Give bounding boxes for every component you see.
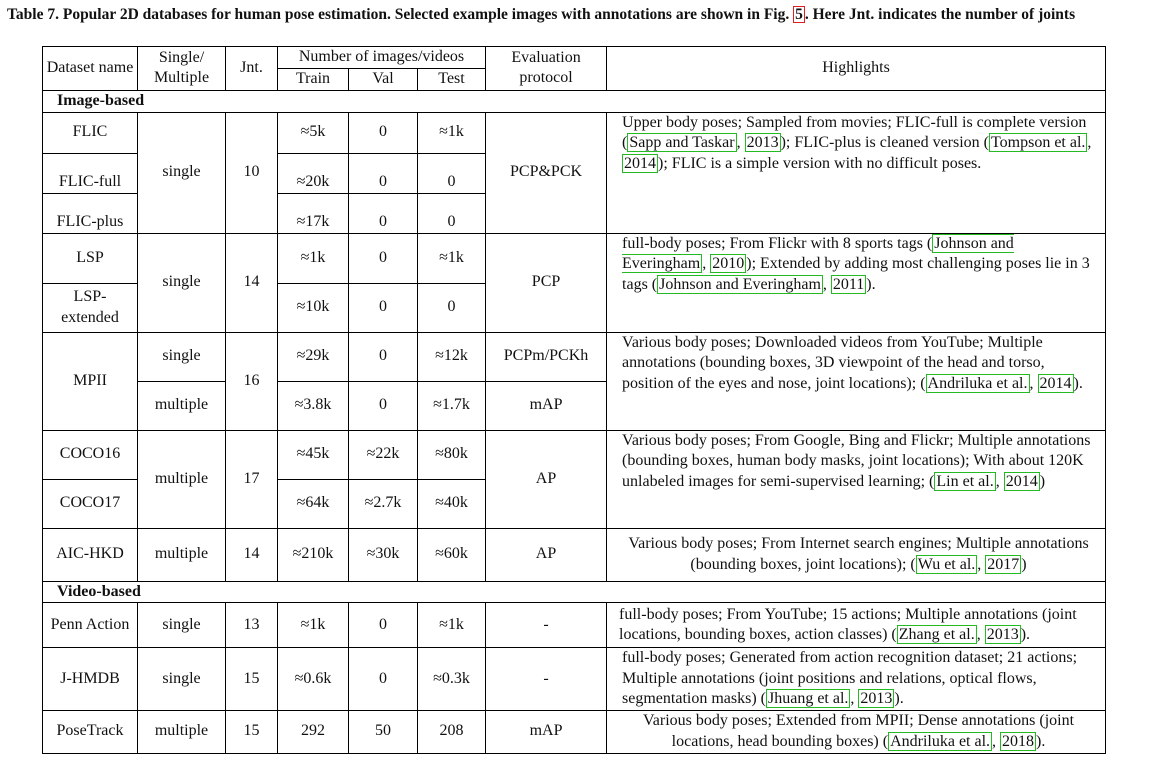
single-multiple: multiple bbox=[138, 528, 226, 581]
header-dataset-name: Dataset name bbox=[43, 47, 138, 91]
dataset-name: FLIC-full bbox=[43, 153, 138, 193]
val-count: 0 bbox=[349, 233, 418, 283]
train-count: ≈10k bbox=[278, 283, 349, 332]
header-train: Train bbox=[278, 69, 349, 91]
header-single-multiple: Single/ Multiple bbox=[138, 47, 226, 91]
joint-count: 14 bbox=[226, 233, 278, 332]
evaluation-protocol: mAP bbox=[486, 381, 607, 430]
dataset-name: COCO17 bbox=[43, 479, 138, 528]
citation-link[interactable]: Andriluka et al. bbox=[890, 732, 991, 750]
val-count: 0 bbox=[349, 603, 418, 648]
single-multiple: single bbox=[138, 112, 226, 233]
header-joints: Jnt. bbox=[226, 47, 278, 91]
highlights-text: full-body poses; Generated from action recognition dataset; 21 actions; Multiple annotations (joint positions and relations, optical flows, segmentation masks) ( Jhuang et al. , 2013 ). bbox=[607, 648, 1106, 711]
citation-year-link[interactable]: 2013 bbox=[746, 134, 779, 151]
dataset-name: COCO16 bbox=[43, 430, 138, 479]
highlights-text: Various body poses; From Internet search engines; Multiple annotations (bounding boxes, joint locations); ( Wu et al. , 2017 ) bbox=[607, 528, 1106, 581]
train-count: ≈29k bbox=[278, 332, 349, 381]
single-multiple: single bbox=[138, 332, 226, 381]
evaluation-protocol: AP bbox=[486, 430, 607, 528]
table-row bbox=[43, 112, 1106, 153]
single-multiple: multiple bbox=[138, 710, 226, 753]
dataset-name: PoseTrack bbox=[43, 710, 138, 753]
test-count: ≈1k bbox=[418, 112, 486, 153]
joint-count: 17 bbox=[226, 430, 278, 528]
header-test: Test bbox=[418, 69, 486, 91]
val-count: ≈2.7k bbox=[349, 479, 418, 528]
train-count: ≈3.8k bbox=[278, 381, 349, 430]
test-count: ≈60k bbox=[418, 528, 486, 581]
citation-year-link[interactable]: 2011 bbox=[832, 275, 865, 293]
citation-link[interactable]: Johnson and Everingham bbox=[659, 275, 821, 293]
citation-year-link[interactable]: 2018 bbox=[1002, 732, 1035, 750]
citation-year-link[interactable]: 2014 bbox=[1005, 472, 1038, 490]
train-count: ≈45k bbox=[278, 430, 349, 479]
train-count: ≈1k bbox=[278, 233, 349, 283]
header-val: Val bbox=[349, 69, 418, 91]
val-count: 0 bbox=[349, 153, 418, 193]
citation-link[interactable]: Johnson and Everingham bbox=[622, 234, 1014, 272]
test-count: ≈12k bbox=[418, 332, 486, 381]
highlights-text: full-body poses; From YouTube; 15 actions; Multiple annotations (joint locations, bounding boxes, action classes) ( Zhang et al. , 2013 ). bbox=[607, 603, 1106, 648]
test-count: ≈40k bbox=[418, 479, 486, 528]
evaluation-protocol: PCPm/PCKh bbox=[486, 332, 607, 381]
single-multiple: single bbox=[138, 603, 226, 648]
highlights-text: Various body poses; From Google, Bing and Flickr; Multiple annotations (bounding boxes, human body masks, joint locations); With about 120K unlabeled images for semi-supervised learning; ( Lin et al. , 2014 ) bbox=[607, 430, 1106, 528]
train-count: ≈64k bbox=[278, 479, 349, 528]
val-count: 0 bbox=[349, 112, 418, 153]
joint-count: 10 bbox=[226, 112, 278, 233]
test-count: ≈80k bbox=[418, 430, 486, 479]
citation-year-link[interactable]: 2014 bbox=[624, 154, 657, 172]
caption-text-end: . Here Jnt. indicates the number of joints bbox=[804, 6, 1076, 23]
section-image-based: Image-based bbox=[43, 90, 1106, 112]
test-count: 0 bbox=[418, 283, 486, 332]
train-count: ≈0.6k bbox=[278, 648, 349, 711]
test-count: ≈1k bbox=[418, 603, 486, 648]
table-row bbox=[43, 528, 1106, 581]
evaluation-protocol: - bbox=[486, 648, 607, 711]
dataset-name: AIC-HKD bbox=[43, 528, 138, 581]
dataset-name: FLIC-plus bbox=[43, 193, 138, 233]
train-count: ≈17k bbox=[278, 193, 349, 233]
table-caption bbox=[7, 5, 1147, 25]
table-row bbox=[43, 430, 1106, 479]
citation-link[interactable]: Lin et al. bbox=[936, 472, 994, 490]
pose-datasets-table bbox=[42, 46, 1106, 754]
test-count: 208 bbox=[418, 710, 486, 753]
citation-link[interactable]: Wu et al. bbox=[917, 555, 976, 573]
citation-year-link[interactable]: 2013 bbox=[860, 690, 893, 707]
section-video-based: Video-based bbox=[43, 581, 1106, 603]
table-row bbox=[43, 710, 1106, 753]
dataset-name: LSP-extended bbox=[43, 283, 138, 332]
dataset-name: Penn Action bbox=[43, 603, 138, 648]
highlights-text: Various body poses; Extended from MPII; Dense annotations (joint locations, head bounding boxes) ( Andriluka et al. , 2018 ). bbox=[607, 710, 1106, 753]
citation-link[interactable]: Tompson et al. bbox=[991, 134, 1086, 151]
val-count: 0 bbox=[349, 283, 418, 332]
highlights-text: Various body poses; Downloaded videos from YouTube; Multiple annotations (bounding boxes, 3D viewpoint of the head and torso, position of the eyes and nose, joint locations); ( Andriluka et al. , 2014 ). bbox=[607, 332, 1106, 430]
citation-link[interactable]: Jhuang et al. bbox=[768, 690, 849, 707]
figure-reference-link[interactable]: 5 bbox=[795, 6, 803, 23]
evaluation-protocol: mAP bbox=[486, 710, 607, 753]
citation-link[interactable]: Zhang et al. bbox=[898, 626, 975, 643]
joint-count: 15 bbox=[226, 648, 278, 711]
val-count: 0 bbox=[349, 193, 418, 233]
train-count: ≈5k bbox=[278, 112, 349, 153]
joint-count: 16 bbox=[226, 332, 278, 430]
table-row bbox=[43, 648, 1106, 711]
header-highlights: Highlights bbox=[607, 47, 1106, 91]
train-count: ≈210k bbox=[278, 528, 349, 581]
joint-count: 15 bbox=[226, 710, 278, 753]
val-count: ≈22k bbox=[349, 430, 418, 479]
dataset-name: FLIC bbox=[43, 112, 138, 153]
caption-text: Table 7. Popular 2D databases for human pose estimation. Selected example images with annotations are shown in Fig. bbox=[7, 6, 794, 23]
test-count: 0 bbox=[418, 153, 486, 193]
test-count: ≈1k bbox=[418, 233, 486, 283]
citation-year-link[interactable]: 2014 bbox=[1039, 374, 1072, 392]
val-count: 50 bbox=[349, 710, 418, 753]
dataset-name: MPII bbox=[43, 332, 138, 430]
val-count: 0 bbox=[349, 381, 418, 430]
single-multiple: multiple bbox=[138, 381, 226, 430]
single-multiple: single bbox=[138, 648, 226, 711]
dataset-name: LSP bbox=[43, 233, 138, 283]
highlights-text: full-body poses; From Flickr with 8 sports tags ( Johnson and Everingham , 2010 ); Extended by adding most challenging poses lie in 3 tags ( Johnson and Everingham , 2011 ). bbox=[607, 233, 1106, 332]
train-count: ≈20k bbox=[278, 153, 349, 193]
val-count: 0 bbox=[349, 332, 418, 381]
train-count: 292 bbox=[278, 710, 349, 753]
table-row bbox=[43, 603, 1106, 648]
citation-year-link[interactable]: 2017 bbox=[987, 555, 1020, 573]
evaluation-protocol: PCP&PCK bbox=[486, 112, 607, 233]
test-count: ≈0.3k bbox=[418, 648, 486, 711]
single-multiple: multiple bbox=[138, 430, 226, 528]
val-count: ≈30k bbox=[349, 528, 418, 581]
single-multiple: single bbox=[138, 233, 226, 332]
citation-year-link[interactable]: 2013 bbox=[986, 626, 1019, 643]
citation-year-link[interactable]: 2010 bbox=[712, 255, 745, 272]
joint-count: 13 bbox=[226, 603, 278, 648]
evaluation-protocol: - bbox=[486, 603, 607, 648]
val-count: 0 bbox=[349, 648, 418, 711]
train-count: ≈1k bbox=[278, 603, 349, 648]
evaluation-protocol: AP bbox=[486, 528, 607, 581]
test-count: ≈1.7k bbox=[418, 381, 486, 430]
test-count: 0 bbox=[418, 193, 486, 233]
evaluation-protocol: PCP bbox=[486, 233, 607, 332]
table-row bbox=[43, 233, 1106, 283]
header-number-of-images: Number of images/videos bbox=[278, 47, 486, 69]
table-row bbox=[43, 332, 1106, 381]
highlights-text: Upper body poses; Sampled from movies; FLIC-full is complete version ( Sapp and Taskar , 2013 ); FLIC-plus is cleaned version ( Tompson et al. , 2014 ); FLIC is a simple version with no difficult poses. bbox=[607, 112, 1106, 233]
dataset-name: J-HMDB bbox=[43, 648, 138, 711]
citation-link[interactable]: Andriluka et al. bbox=[927, 374, 1028, 392]
header-evaluation-protocol: Evaluation protocol bbox=[486, 47, 607, 91]
joint-count: 14 bbox=[226, 528, 278, 581]
citation-link[interactable]: Sapp and Taskar bbox=[629, 134, 735, 151]
